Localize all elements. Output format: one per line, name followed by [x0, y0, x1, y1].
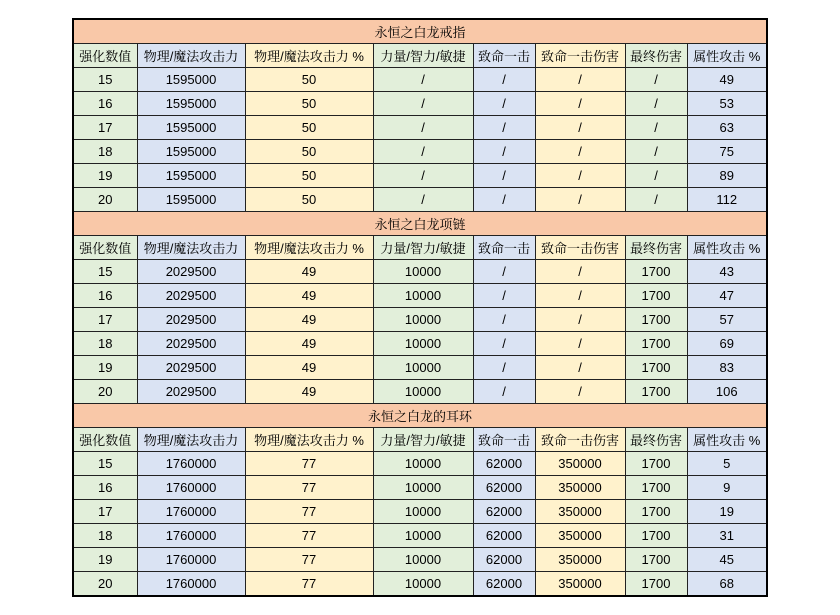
table-cell: 350000: [535, 452, 625, 476]
column-header: 物理/魔法攻击力: [137, 236, 245, 260]
table-cell: /: [535, 68, 625, 92]
table-cell: 10000: [373, 476, 473, 500]
table-cell: 16: [73, 476, 137, 500]
table-cell: /: [473, 68, 535, 92]
table-row: [73, 284, 767, 308]
table-cell: 1700: [625, 380, 687, 404]
table-cell: /: [625, 68, 687, 92]
table-cell: /: [473, 260, 535, 284]
table-cell: /: [373, 92, 473, 116]
column-header: 强化数值: [73, 236, 137, 260]
table-cell: 18: [73, 332, 137, 356]
column-header: 力量/智力/敏捷: [373, 428, 473, 452]
column-header: 力量/智力/敏捷: [373, 236, 473, 260]
table-cell: 10000: [373, 332, 473, 356]
table-cell: 49: [245, 308, 373, 332]
table-cell: 1760000: [137, 500, 245, 524]
table-row: [73, 308, 767, 332]
column-header: 致命一击伤害: [535, 236, 625, 260]
table-cell: 1760000: [137, 452, 245, 476]
table-row: [73, 116, 767, 140]
table-cell: 77: [245, 452, 373, 476]
table-cell: 50: [245, 188, 373, 212]
table-cell: /: [473, 380, 535, 404]
table-cell: /: [473, 284, 535, 308]
table-cell: 10000: [373, 500, 473, 524]
table-cell: 62000: [473, 476, 535, 500]
table-cell: 89: [687, 164, 767, 188]
table-cell: /: [535, 356, 625, 380]
table-cell: 19: [73, 356, 137, 380]
table-cell: /: [535, 188, 625, 212]
table-cell: /: [373, 188, 473, 212]
table-cell: /: [473, 356, 535, 380]
table-cell: 1760000: [137, 572, 245, 597]
table-cell: 2029500: [137, 260, 245, 284]
column-header: 物理/魔法攻击力: [137, 428, 245, 452]
table-cell: 350000: [535, 572, 625, 597]
table-row: [73, 452, 767, 476]
column-header: 物理/魔法攻击力 %: [245, 236, 373, 260]
column-header: 属性攻击 %: [687, 428, 767, 452]
table-cell: /: [625, 164, 687, 188]
table-cell: 1595000: [137, 68, 245, 92]
table-cell: 53: [687, 92, 767, 116]
table-cell: /: [373, 140, 473, 164]
table-cell: 47: [687, 284, 767, 308]
table-cell: 350000: [535, 476, 625, 500]
table-cell: /: [625, 188, 687, 212]
table-cell: 43: [687, 260, 767, 284]
table-cell: 2029500: [137, 380, 245, 404]
table-cell: 1595000: [137, 116, 245, 140]
table-cell: /: [473, 92, 535, 116]
column-header: 致命一击伤害: [535, 428, 625, 452]
table-cell: /: [625, 140, 687, 164]
table-cell: 50: [245, 140, 373, 164]
table-cell: 9: [687, 476, 767, 500]
table-cell: 1700: [625, 308, 687, 332]
column-header: 最终伤害: [625, 236, 687, 260]
table-cell: 62000: [473, 572, 535, 597]
section-title: 永恒之白龙的耳环: [73, 404, 767, 428]
table-cell: 17: [73, 116, 137, 140]
table-cell: 10000: [373, 380, 473, 404]
table-cell: 17: [73, 500, 137, 524]
table-cell: 1595000: [137, 188, 245, 212]
table-cell: /: [473, 140, 535, 164]
column-header: 物理/魔法攻击力 %: [245, 428, 373, 452]
table-cell: 10000: [373, 284, 473, 308]
table-cell: 49: [245, 356, 373, 380]
table-row: [73, 140, 767, 164]
table-cell: 19: [687, 500, 767, 524]
table-cell: 106: [687, 380, 767, 404]
table-cell: 10000: [373, 356, 473, 380]
table-cell: /: [535, 164, 625, 188]
table-cell: /: [535, 260, 625, 284]
table-cell: 20: [73, 188, 137, 212]
table-cell: 50: [245, 116, 373, 140]
table-cell: 1700: [625, 500, 687, 524]
table-row: [73, 476, 767, 500]
enhancement-table: [72, 18, 768, 597]
table-cell: 16: [73, 92, 137, 116]
table-cell: 77: [245, 548, 373, 572]
column-header-row: [73, 44, 767, 68]
table-cell: 1760000: [137, 476, 245, 500]
table-cell: 10000: [373, 452, 473, 476]
table-cell: /: [535, 284, 625, 308]
table-cell: 68: [687, 572, 767, 597]
table-cell: 1700: [625, 260, 687, 284]
table-cell: 20: [73, 380, 137, 404]
table-cell: 2029500: [137, 332, 245, 356]
table-cell: 77: [245, 572, 373, 597]
table-row: [73, 548, 767, 572]
table-cell: 20: [73, 572, 137, 597]
table-cell: 50: [245, 92, 373, 116]
table-cell: 1700: [625, 572, 687, 597]
table-cell: 50: [245, 68, 373, 92]
table-cell: 49: [245, 380, 373, 404]
column-header: 致命一击: [473, 428, 535, 452]
table-cell: 31: [687, 524, 767, 548]
table-cell: 10000: [373, 572, 473, 597]
table-cell: 10000: [373, 260, 473, 284]
table-cell: 77: [245, 500, 373, 524]
table-cell: /: [535, 116, 625, 140]
table-cell: /: [625, 116, 687, 140]
table-row: [73, 332, 767, 356]
table-cell: 1760000: [137, 548, 245, 572]
table-cell: 18: [73, 140, 137, 164]
table-cell: 50: [245, 164, 373, 188]
section-title-row: [73, 404, 767, 428]
table-cell: 350000: [535, 548, 625, 572]
table-cell: 45: [687, 548, 767, 572]
table-cell: 18: [73, 524, 137, 548]
table-cell: 1700: [625, 332, 687, 356]
table-cell: 49: [245, 284, 373, 308]
table-row: [73, 356, 767, 380]
table-cell: 1595000: [137, 92, 245, 116]
table-cell: /: [535, 92, 625, 116]
column-header-row: [73, 236, 767, 260]
table-row: [73, 380, 767, 404]
column-header: 致命一击: [473, 44, 535, 68]
table-cell: /: [473, 308, 535, 332]
section-title: 永恒之白龙戒指: [73, 19, 767, 44]
column-header: 物理/魔法攻击力 %: [245, 44, 373, 68]
table-cell: 1595000: [137, 140, 245, 164]
column-header: 最终伤害: [625, 44, 687, 68]
table-cell: 62000: [473, 548, 535, 572]
table-cell: 16: [73, 284, 137, 308]
table-cell: /: [373, 164, 473, 188]
table-cell: 77: [245, 476, 373, 500]
table-cell: 1700: [625, 548, 687, 572]
table-cell: 15: [73, 68, 137, 92]
column-header: 力量/智力/敏捷: [373, 44, 473, 68]
table-cell: /: [473, 188, 535, 212]
table-cell: /: [535, 140, 625, 164]
column-header: 致命一击伤害: [535, 44, 625, 68]
column-header: 致命一击: [473, 236, 535, 260]
table-cell: 2029500: [137, 308, 245, 332]
table-cell: 49: [245, 332, 373, 356]
table-cell: 57: [687, 308, 767, 332]
table-cell: 1595000: [137, 164, 245, 188]
table-cell: 1700: [625, 356, 687, 380]
column-header: 属性攻击 %: [687, 236, 767, 260]
table-cell: /: [473, 116, 535, 140]
table-row: [73, 164, 767, 188]
table-row: [73, 572, 767, 597]
table-row: [73, 92, 767, 116]
table-cell: 2029500: [137, 284, 245, 308]
column-header: 属性攻击 %: [687, 44, 767, 68]
section-title-row: [73, 212, 767, 236]
table-cell: 1700: [625, 452, 687, 476]
table-cell: 17: [73, 308, 137, 332]
table-cell: 10000: [373, 524, 473, 548]
table-cell: 62000: [473, 452, 535, 476]
table-cell: 1700: [625, 524, 687, 548]
table-cell: 1700: [625, 476, 687, 500]
column-header: 强化数值: [73, 428, 137, 452]
section-title: 永恒之白龙项链: [73, 212, 767, 236]
table-cell: 63: [687, 116, 767, 140]
table-row: [73, 68, 767, 92]
table-cell: /: [473, 164, 535, 188]
section-title-row: [73, 19, 767, 44]
table-cell: 75: [687, 140, 767, 164]
table-row: [73, 500, 767, 524]
table-row: [73, 260, 767, 284]
table-cell: 2029500: [137, 356, 245, 380]
table-cell: /: [535, 380, 625, 404]
table-cell: /: [373, 116, 473, 140]
table-cell: 5: [687, 452, 767, 476]
table-cell: 69: [687, 332, 767, 356]
table-cell: /: [473, 332, 535, 356]
column-header: 最终伤害: [625, 428, 687, 452]
table-cell: 350000: [535, 524, 625, 548]
table-cell: /: [373, 68, 473, 92]
table-cell: 1700: [625, 284, 687, 308]
table-cell: 62000: [473, 500, 535, 524]
table-row: [73, 188, 767, 212]
table-cell: 49: [245, 260, 373, 284]
table-body: [73, 19, 767, 596]
table-cell: 49: [687, 68, 767, 92]
table-cell: 83: [687, 356, 767, 380]
column-header: 强化数值: [73, 44, 137, 68]
table-cell: 10000: [373, 308, 473, 332]
table-cell: 19: [73, 164, 137, 188]
table-cell: 1760000: [137, 524, 245, 548]
table-cell: /: [625, 92, 687, 116]
table-cell: 350000: [535, 500, 625, 524]
table-cell: 77: [245, 524, 373, 548]
table-cell: /: [535, 308, 625, 332]
table-cell: /: [535, 332, 625, 356]
table-cell: 15: [73, 452, 137, 476]
column-header-row: [73, 428, 767, 452]
table-row: [73, 524, 767, 548]
column-header: 物理/魔法攻击力: [137, 44, 245, 68]
table-cell: 10000: [373, 548, 473, 572]
table-cell: 62000: [473, 524, 535, 548]
table-cell: 112: [687, 188, 767, 212]
table-cell: 19: [73, 548, 137, 572]
table-cell: 15: [73, 260, 137, 284]
